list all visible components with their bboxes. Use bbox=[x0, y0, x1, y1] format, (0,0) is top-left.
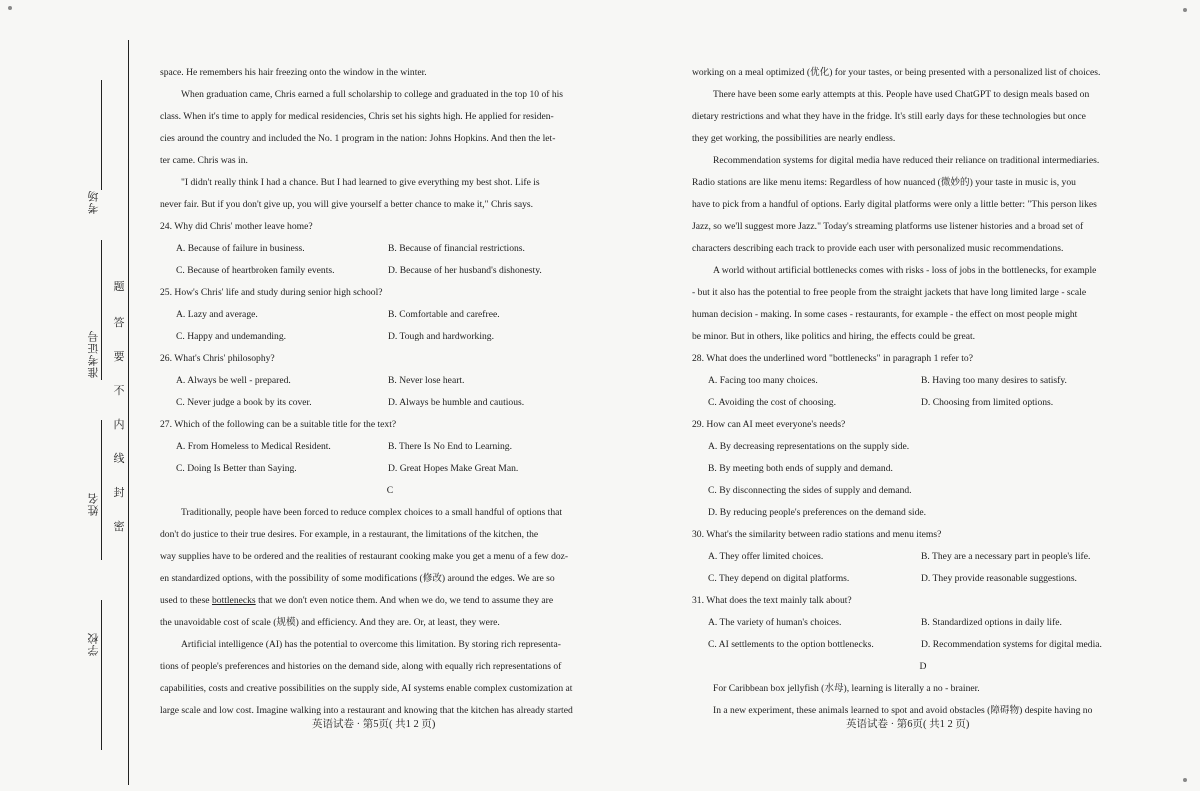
question-26: 26. What's Chris' philosophy? bbox=[160, 353, 275, 364]
option: D. Choosing from limited options. bbox=[921, 397, 1054, 408]
passage-line: have to pick from a handful of options. Early digital platforms were only a little better: "This person likes bbox=[692, 199, 1097, 210]
passage-line: class. When it's time to apply for medical residencies, Chris set his sights high. He applied for residen- bbox=[160, 111, 554, 122]
scan-dot bbox=[8, 6, 12, 10]
option-row bbox=[160, 260, 620, 282]
passage-line: don't do justice to their true desires. For example, in a restaurant, the limitations of the kitchen, the bbox=[160, 529, 539, 540]
page-6-footer: 英语试卷 · 第6页( 共1 2 页) bbox=[846, 719, 970, 730]
passage-line bbox=[160, 590, 620, 612]
name-line bbox=[101, 420, 102, 560]
option-row bbox=[160, 392, 620, 414]
option-row bbox=[692, 392, 1154, 414]
option: A. By decreasing representations on the supply side. bbox=[708, 441, 910, 452]
passage-line: Radio stations are like menu items: Regardless of how nuanced (微妙的) your taste in music is, you bbox=[692, 177, 1076, 188]
passage-line: dietary restrictions and what they have in the fridge. It's still early days for these technologies but once bbox=[692, 111, 1086, 122]
school-label: 学校 bbox=[88, 632, 100, 656]
admission-number-label: 准考证号 bbox=[88, 330, 100, 378]
warning-char: 密 bbox=[113, 521, 125, 533]
option: B. They are a necessary part in people's life. bbox=[921, 551, 1091, 562]
warning-char: 内 bbox=[113, 419, 125, 431]
option: C. Doing Is Better than Saying. bbox=[176, 463, 297, 474]
option-row bbox=[692, 546, 1154, 568]
passage-line: working on a meal optimized (优化) for your tastes, or being presented with a personalized list of choices. bbox=[692, 67, 1101, 78]
passage-line: never fair. But if you don't give up, you will give yourself a better chance to make it," Chris says. bbox=[160, 199, 534, 210]
option: A. Because of failure in business. bbox=[176, 243, 305, 254]
question-28: 28. What does the underlined word "bottlenecks" in paragraph 1 refer to? bbox=[692, 353, 973, 364]
option: C. Avoiding the cost of choosing. bbox=[708, 397, 836, 408]
passage-line: - but it also has the potential to free people from the straight jackets that have long limited large - scale bbox=[692, 287, 1087, 298]
passage-line: space. He remembers his hair freezing onto the window in the winter. bbox=[160, 67, 427, 78]
question-29: 29. How can AI meet everyone's needs? bbox=[692, 419, 846, 430]
passage-line: they get working, the possibilities are nearly endless. bbox=[692, 133, 896, 144]
option-row bbox=[692, 568, 1154, 590]
school-line bbox=[101, 600, 102, 750]
scan-dot bbox=[1183, 778, 1187, 782]
question-30: 30. What's the similarity between radio stations and menu items? bbox=[692, 529, 942, 540]
passage-line: capabilities, costs and creative possibilities on the supply side, AI systems enable complex customization at bbox=[160, 683, 573, 694]
question-25: 25. How's Chris' life and study during senior high school? bbox=[160, 287, 383, 298]
warning-char: 答 bbox=[113, 317, 125, 329]
passage-line: the unavoidable cost of scale (规模) and efficiency. And they are. Or, at least, they were. bbox=[160, 617, 500, 628]
option: B. Because of financial restrictions. bbox=[388, 243, 525, 254]
option: C. They depend on digital platforms. bbox=[708, 573, 850, 584]
passage-line: cies around the country and included the No. 1 program in the nation: Johns Hopkins. And then the let- bbox=[160, 133, 556, 144]
passage-line: Jazz, so we'll suggest more Jazz." Today's streaming platforms use listener histories and a broad set of bbox=[692, 221, 1084, 232]
passage-line: A world without artificial bottlenecks comes with risks - loss of jobs in the bottlenecks, for example bbox=[713, 265, 1097, 276]
passage-line: characters describing each track to provide each user with personalized music recommendations. bbox=[692, 243, 1064, 254]
option: C. Never judge a book by its cover. bbox=[176, 397, 312, 408]
binding-margin bbox=[0, 0, 150, 791]
option: C. Happy and undemanding. bbox=[176, 331, 287, 342]
option: A. Lazy and average. bbox=[176, 309, 258, 320]
option: A. Always be well - prepared. bbox=[176, 375, 291, 386]
passage-line: en standardized options, with the possibility of some modifications (修改) around the edges. We are so bbox=[160, 573, 555, 584]
option: D. Because of her husband's dishonesty. bbox=[388, 265, 542, 276]
passage-line: There have been some early attempts at this. People have used ChatGPT to design meals based on bbox=[713, 89, 1090, 100]
option-row bbox=[160, 304, 620, 326]
option: B. Standardized options in daily life. bbox=[921, 617, 1062, 628]
passage-line: In a new experiment, these animals learned to spot and avoid obstacles (障碍物) despite having no bbox=[713, 705, 1093, 716]
section-c-heading: C bbox=[386, 485, 394, 496]
passage-line: Traditionally, people have been forced to reduce complex choices to a small handful of options that bbox=[181, 507, 563, 518]
warning-char: 要 bbox=[113, 351, 125, 363]
option: D. They provide reasonable suggestions. bbox=[921, 573, 1077, 584]
option-row bbox=[692, 612, 1154, 634]
option: B. By meeting both ends of supply and demand. bbox=[708, 463, 893, 474]
option: D. Recommendation systems for digital media. bbox=[921, 639, 1102, 650]
warning-char: 题 bbox=[113, 281, 125, 293]
underlined-word-bottlenecks: bottlenecks bbox=[211, 595, 256, 606]
option: C. Because of heartbroken family events. bbox=[176, 265, 335, 276]
text-fragment: used to these bbox=[160, 595, 212, 606]
passage-line: ter came. Chris was in. bbox=[160, 155, 248, 166]
option: D. Always be humble and cautious. bbox=[388, 397, 525, 408]
option-row bbox=[692, 370, 1154, 392]
scan-dot bbox=[1183, 8, 1187, 12]
page-5-footer: 英语试卷 · 第5页( 共1 2 页) bbox=[312, 719, 436, 730]
question-27: 27. Which of the following can be a suitable title for the text? bbox=[160, 419, 397, 430]
option: A. They offer limited choices. bbox=[708, 551, 824, 562]
option-row bbox=[160, 458, 620, 480]
section-d-heading: D bbox=[919, 661, 927, 672]
passage-line: When graduation came, Chris earned a full scholarship to college and graduated in the top 10 of his bbox=[181, 89, 564, 100]
option-row bbox=[160, 436, 620, 458]
question-24: 24. Why did Chris' mother leave home? bbox=[160, 221, 313, 232]
option: C. AI settlements to the option bottlenecks. bbox=[708, 639, 874, 650]
passage-line: Recommendation systems for digital media have reduced their reliance on traditional intermediaries. bbox=[713, 155, 1100, 166]
option: B. Never lose heart. bbox=[388, 375, 465, 386]
option: C. By disconnecting the sides of supply and demand. bbox=[708, 485, 912, 496]
option: A. Facing too many choices. bbox=[708, 375, 818, 386]
option: A. From Homeless to Medical Resident. bbox=[176, 441, 331, 452]
question-31: 31. What does the text mainly talk about? bbox=[692, 595, 852, 606]
passage-line: "I didn't really think I had a chance. But I had learned to give everything my best shot. Life is bbox=[181, 177, 540, 188]
page-6-content bbox=[692, 62, 1154, 722]
exam-room-label: 考场 bbox=[88, 190, 100, 214]
passage-line: Artificial intelligence (AI) has the potential to overcome this limitation. By storing rich representa- bbox=[181, 639, 561, 650]
binding-line bbox=[128, 40, 129, 785]
option: B. Comfortable and carefree. bbox=[388, 309, 500, 320]
binding-warning bbox=[112, 278, 126, 552]
passage-line: be minor. But in others, like politics and hiring, the effects could be great. bbox=[692, 331, 976, 342]
warning-char: 封 bbox=[113, 487, 125, 499]
option: D. Great Hopes Make Great Man. bbox=[388, 463, 519, 474]
option-row bbox=[160, 370, 620, 392]
option-row bbox=[160, 326, 620, 348]
option: A. The variety of human's choices. bbox=[708, 617, 842, 628]
passage-line: way supplies have to be ordered and the realities of restaurant cooking make you get a menu of a few doz- bbox=[160, 551, 569, 562]
name-label: 姓名 bbox=[88, 492, 100, 516]
option-row bbox=[160, 238, 620, 260]
option-row bbox=[692, 634, 1154, 656]
option: D. Tough and hardworking. bbox=[388, 331, 494, 342]
page-5-content bbox=[160, 62, 620, 722]
warning-char: 不 bbox=[113, 385, 125, 397]
option: B. Having too many desires to satisfy. bbox=[921, 375, 1067, 386]
passage-line: human decision - making. In some cases - restaurants, for example - the effect on most people might bbox=[692, 309, 1078, 320]
option: B. There Is No End to Learning. bbox=[388, 441, 512, 452]
text-fragment: that we don't even notice them. And when we do, we tend to assume they are bbox=[255, 595, 554, 606]
option: D. By reducing people's preferences on the demand side. bbox=[708, 507, 927, 518]
passage-line: tions of people's preferences and histories on the demand side, along with equally rich representations of bbox=[160, 661, 562, 672]
passage-line: large scale and low cost. Imagine walking into a restaurant and knowing that the kitchen has already started bbox=[160, 705, 573, 716]
warning-char: 线 bbox=[113, 453, 125, 465]
exam-room-line bbox=[101, 80, 102, 190]
passage-line: For Caribbean box jellyfish (水母), learning is literally a no - brainer. bbox=[713, 683, 980, 694]
